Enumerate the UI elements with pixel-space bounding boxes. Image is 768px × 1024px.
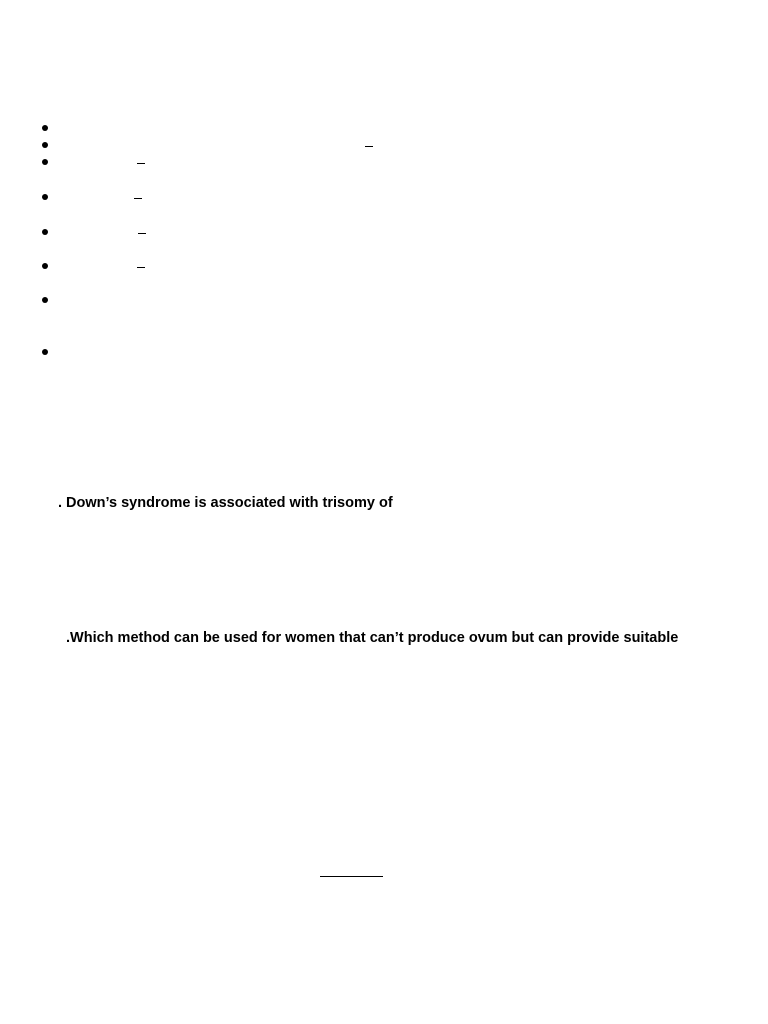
question-ovum-method: .Which method can be used for women that can’t produce ovum but can provide suitable	[66, 630, 679, 646]
bullet-marker	[42, 125, 48, 131]
bullet-marker	[42, 229, 48, 235]
bullet-marker	[42, 142, 48, 148]
bullet-marker	[42, 349, 48, 355]
dash-mark	[134, 198, 142, 199]
bullet-marker	[42, 194, 48, 200]
dash-mark	[365, 146, 373, 147]
dash-mark	[137, 163, 145, 164]
bullet-marker	[42, 297, 48, 303]
bullet-marker	[42, 263, 48, 269]
dash-mark	[138, 233, 146, 234]
question-downs-syndrome: . Down’s syndrome is associated with trisomy of	[58, 495, 393, 511]
answer-underline	[320, 876, 383, 877]
bullet-marker	[42, 159, 48, 165]
dash-mark	[137, 267, 145, 268]
